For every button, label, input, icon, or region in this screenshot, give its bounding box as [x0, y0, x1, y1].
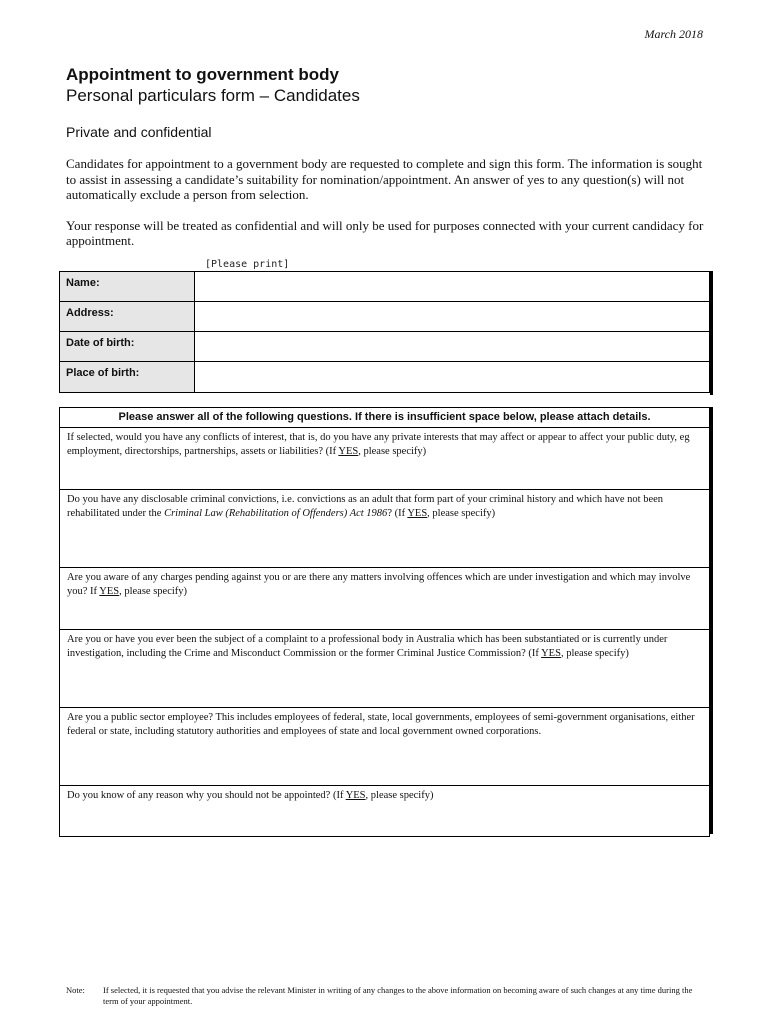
address-row: [60, 302, 709, 332]
question-conflicts-of-interest[interactable]: [60, 428, 709, 490]
note-label: Note:: [66, 985, 85, 995]
yes-marker: YES: [345, 790, 366, 801]
name-label: Name:: [60, 272, 195, 301]
yes-marker: YES: [99, 586, 120, 597]
questions-header: Please answer all of the following questions. If there is insufficient space below, please attach details.: [60, 408, 709, 428]
name-row: [60, 272, 709, 302]
form-date: March 2018: [644, 27, 703, 41]
form-title: Appointment to government body: [66, 65, 339, 84]
question-pending-charges[interactable]: [60, 568, 709, 630]
date-of-birth-field[interactable]: [195, 332, 709, 361]
intro-paragraph-2: Your response will be treated as confidential and will only be used for purposes connected with your current candidacy for appointment.: [66, 217, 704, 248]
footer-note: [66, 985, 706, 1007]
table-shadow: [710, 271, 713, 395]
question-professional-complaint[interactable]: [60, 630, 709, 708]
question-text-end: , please specify): [427, 508, 496, 519]
question-text: Do you know of any reason why you should not be appointed? (If: [67, 790, 346, 801]
please-print-hint: [Please print]: [205, 259, 290, 270]
question-text-end: , please specify): [365, 790, 434, 801]
question-reason-not-appointed[interactable]: [60, 786, 709, 836]
questions-table: [59, 407, 710, 837]
intro-paragraph-1: Candidates for appointment to a government body are requested to complete and sign this form. The information is sought to assist in assessing a candidate’s suitability for nomination/appointment. An answer of yes to any question(s) will not automatically exclude a person from selection.: [66, 156, 703, 202]
question-text: Are you or have you ever been the subject of a complaint to a professional body in Australia which has been substantiated or is currently under investigation, including the Crime and Misconduct Commission or the former Criminal Justice Commission? (If: [67, 634, 668, 659]
question-text-end: , please specify): [358, 446, 427, 457]
yes-marker: YES: [541, 648, 561, 659]
confidentiality-label: Private and confidential: [66, 124, 212, 140]
question-text: Do you have any disclosable criminal convictions, i.e. convictions as an adult that form part of your criminal history and which have not been rehabilitated under the: [67, 494, 664, 519]
yes-marker: YES: [407, 508, 428, 519]
note-text: If selected, it is requested that you advise the relevant Minister in writing of any changes to the above information on becoming aware of such changes at any time during the term of your appointment.: [103, 985, 693, 1006]
particulars-table: [59, 271, 710, 393]
question-criminal-convictions[interactable]: [60, 490, 709, 568]
place-of-birth-label: Place of birth:: [60, 362, 195, 392]
form-subtitle: Personal particulars form – Candidates: [66, 86, 360, 105]
question-text-end: , please specify): [119, 586, 188, 597]
question-text: Are you aware of any charges pending against you or are there any matters involving offences which are under investigation and which may involve you? If: [67, 572, 691, 597]
yes-marker: YES: [338, 446, 359, 457]
date-of-birth-row: [60, 332, 709, 362]
place-of-birth-field[interactable]: [195, 362, 709, 392]
question-public-sector-employee[interactable]: [60, 708, 709, 786]
address-label: Address:: [60, 302, 195, 331]
question-text: If selected, would you have any conflicts of interest, that is, do you have any private interests that may affect or appear to affect your public duty, eg employment, directorships, partnerships, assets or liabilities? (If: [67, 432, 690, 457]
date-of-birth-label: Date of birth:: [60, 332, 195, 361]
address-field[interactable]: [195, 302, 709, 331]
table-shadow: [710, 407, 713, 834]
place-of-birth-row: [60, 362, 709, 392]
question-text: Are you a public sector employee? This includes employees of federal, state, local governments, employees of semi-government organisations, either federal or state, including statutory authorities and employees of state and local government owned corporations.: [67, 712, 695, 737]
intro-text: [66, 156, 706, 264]
act-title: Criminal Law (Rehabilitation of Offenders) Act 1986: [164, 508, 388, 519]
question-text-end: , please specify): [560, 648, 629, 659]
question-text-mid: ? (If: [387, 508, 408, 519]
name-field[interactable]: [195, 272, 709, 301]
